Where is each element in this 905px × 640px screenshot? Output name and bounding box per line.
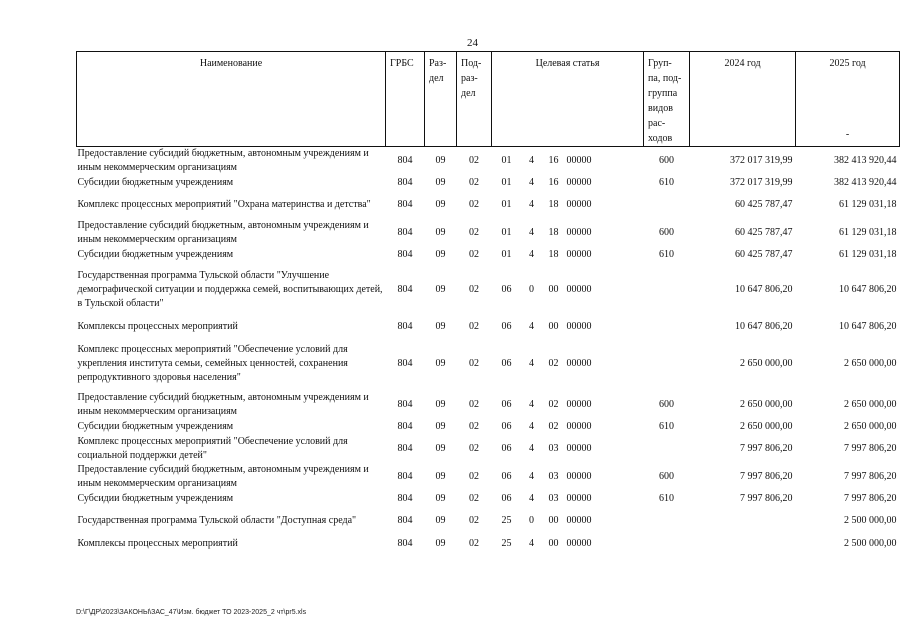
row-name: Субсидии бюджетным учреждениям xyxy=(77,177,234,188)
row-razdel: 09 xyxy=(435,199,446,210)
table-row xyxy=(77,317,900,337)
table-row xyxy=(77,337,900,391)
row-amount-2025: 7 997 806,20 xyxy=(844,443,897,454)
row-name: Комплексы процессных мероприятий xyxy=(77,538,238,549)
row-target-type: 4 xyxy=(529,155,534,166)
row-target-program: 06 xyxy=(501,493,512,504)
row-amount-2024: 372 017 319,99 xyxy=(730,177,793,188)
row-expense-group xyxy=(644,317,690,337)
row-amount-2024: 10 647 806,20 xyxy=(735,284,793,295)
row-target-program: 25 xyxy=(501,538,512,549)
row-grbs: 804 xyxy=(397,538,413,549)
row-target-program: 06 xyxy=(501,443,512,454)
row-amount-2024 xyxy=(690,507,796,535)
row-razdel: 09 xyxy=(435,515,446,526)
row-razdel: 09 xyxy=(435,471,446,482)
row-razdel: 09 xyxy=(435,227,446,238)
row-target-direction: 00000 xyxy=(566,249,592,260)
row-target-program: 06 xyxy=(501,321,512,332)
header-target: Целевая статья xyxy=(492,52,644,147)
row-expense-group: 600 xyxy=(659,227,675,238)
row-expense-group: 610 xyxy=(659,249,675,260)
file-path-footer: D:\Г\ДР\2023\ЗАКОНЫ\ЗАС_47\Изм. бюджет ТО 2023-2025_2 чт\pr5.xls xyxy=(76,609,307,616)
row-target-direction: 00000 xyxy=(566,199,592,210)
table-row xyxy=(77,435,900,463)
table-row xyxy=(77,247,900,263)
row-amount-2025: 61 129 031,18 xyxy=(839,199,897,210)
row-grbs: 804 xyxy=(397,155,413,166)
row-amount-2025: 2 650 000,00 xyxy=(844,358,897,369)
row-target-direction: 00000 xyxy=(566,471,592,482)
table-row xyxy=(77,263,900,317)
row-name: Комплекс процессных мероприятий "Обеспечение условий для социальной поддержки детей" xyxy=(77,436,348,461)
table-header-row xyxy=(77,52,900,147)
row-podrazdel: 02 xyxy=(469,227,479,238)
row-target-type: 4 xyxy=(529,177,534,188)
row-target-direction: 00000 xyxy=(566,421,592,432)
table-row xyxy=(77,191,900,219)
header-group xyxy=(644,52,690,147)
row-target-program: 01 xyxy=(501,155,512,166)
header-razdel xyxy=(425,52,457,147)
table-row xyxy=(77,147,900,176)
row-name: Субсидии бюджетным учреждениям xyxy=(77,249,234,260)
row-target-program: 06 xyxy=(501,471,512,482)
row-expense-group xyxy=(644,535,690,553)
row-podrazdel: 02 xyxy=(469,538,479,549)
row-expense-group xyxy=(644,191,690,219)
row-target-program: 06 xyxy=(501,358,512,369)
table-row xyxy=(77,219,900,247)
row-razdel: 09 xyxy=(435,421,446,432)
row-target-program: 06 xyxy=(501,284,512,295)
row-podrazdel: 02 xyxy=(469,321,479,332)
row-amount-2025: 10 647 806,20 xyxy=(839,321,897,332)
header-razdel-line: Раз- xyxy=(429,58,447,69)
row-target-subprogram: 02 xyxy=(548,358,559,369)
table-row xyxy=(77,535,900,553)
row-amount-2025: 382 413 920,44 xyxy=(834,155,897,166)
row-razdel: 09 xyxy=(435,493,446,504)
row-target-program: 01 xyxy=(501,177,512,188)
row-amount-2025: 10 647 806,20 xyxy=(839,284,897,295)
row-grbs: 804 xyxy=(397,493,413,504)
row-target-subprogram: 16 xyxy=(548,155,559,166)
header-year-2025 xyxy=(796,52,900,147)
row-target-subprogram: 03 xyxy=(548,471,559,482)
row-amount-2024: 372 017 319,99 xyxy=(730,155,793,166)
table-row xyxy=(77,419,900,435)
row-expense-group: 610 xyxy=(659,493,675,504)
row-target-subprogram: 00 xyxy=(548,284,559,295)
row-name: Государственная программа Тульской области "Улучшение демографической ситуации и поддержка семей, воспитывающих детей, в Тульской области" xyxy=(77,270,383,309)
row-target-type: 4 xyxy=(529,199,534,210)
row-amount-2025: 2 500 000,00 xyxy=(844,515,897,526)
table-row xyxy=(77,391,900,419)
row-razdel: 09 xyxy=(435,399,446,410)
row-podrazdel: 02 xyxy=(469,155,479,166)
row-target-type: 0 xyxy=(529,515,534,526)
header-group-line: видов xyxy=(648,103,673,114)
row-name: Комплексы процессных мероприятий xyxy=(77,321,238,332)
row-target-subprogram: 16 xyxy=(548,177,559,188)
header-podrazdel-line: раз- xyxy=(461,73,478,84)
row-target-direction: 00000 xyxy=(566,399,592,410)
row-target-type: 4 xyxy=(529,399,534,410)
row-target-direction: 00000 xyxy=(566,443,592,454)
row-target-direction: 00000 xyxy=(566,538,592,549)
row-podrazdel: 02 xyxy=(469,421,479,432)
row-podrazdel: 02 xyxy=(469,399,479,410)
row-amount-2024: 7 997 806,20 xyxy=(740,493,793,504)
row-target-subprogram: 02 xyxy=(548,421,559,432)
header-group-line: ходов xyxy=(648,133,673,144)
header-group-line: группа xyxy=(648,88,678,99)
row-expense-group: 600 xyxy=(659,155,675,166)
row-grbs: 804 xyxy=(397,399,413,410)
row-target-type: 4 xyxy=(529,471,534,482)
table-row xyxy=(77,175,900,191)
row-podrazdel: 02 xyxy=(469,493,479,504)
row-target-direction: 00000 xyxy=(566,227,592,238)
row-amount-2024: 2 650 000,00 xyxy=(740,421,793,432)
row-target-subprogram: 03 xyxy=(548,443,559,454)
row-amount-2024 xyxy=(690,535,796,553)
row-podrazdel: 02 xyxy=(469,177,479,188)
row-amount-2025: 61 129 031,18 xyxy=(839,249,897,260)
header-podrazdel xyxy=(457,52,492,147)
row-amount-2025: 7 997 806,20 xyxy=(844,471,897,482)
row-target-type: 4 xyxy=(529,249,534,260)
row-target-direction: 00000 xyxy=(566,284,592,295)
row-amount-2024: 2 650 000,00 xyxy=(740,358,793,369)
row-grbs: 804 xyxy=(397,515,413,526)
row-name: Государственная программа Тульской области "Доступная среда" xyxy=(77,515,357,526)
row-amount-2025: 7 997 806,20 xyxy=(844,493,897,504)
row-amount-2025: 2 650 000,00 xyxy=(844,399,897,410)
row-target-direction: 00000 xyxy=(566,155,592,166)
row-target-subprogram: 00 xyxy=(548,538,559,549)
row-target-program: 06 xyxy=(501,421,512,432)
row-target-type: 4 xyxy=(529,538,534,549)
row-grbs: 804 xyxy=(397,227,413,238)
row-target-direction: 00000 xyxy=(566,493,592,504)
row-name: Предоставление субсидий бюджетным, автономным учреждениям и иным некоммерческим организациям xyxy=(77,392,369,417)
row-razdel: 09 xyxy=(435,358,446,369)
header-dash: - xyxy=(845,129,850,140)
row-razdel: 09 xyxy=(435,443,446,454)
row-podrazdel: 02 xyxy=(469,443,479,454)
row-amount-2024: 60 425 787,47 xyxy=(735,249,793,260)
row-expense-group xyxy=(644,263,690,317)
row-target-type: 4 xyxy=(529,227,534,238)
row-target-type: 4 xyxy=(529,443,534,454)
row-podrazdel: 02 xyxy=(469,199,479,210)
row-target-subprogram: 02 xyxy=(548,399,559,410)
row-name: Субсидии бюджетным учреждениям xyxy=(77,421,234,432)
table-row xyxy=(77,491,900,507)
row-target-program: 01 xyxy=(501,249,512,260)
row-target-program: 01 xyxy=(501,227,512,238)
row-razdel: 09 xyxy=(435,321,446,332)
row-razdel: 09 xyxy=(435,538,446,549)
row-amount-2024: 7 997 806,20 xyxy=(740,443,793,454)
row-razdel: 09 xyxy=(435,177,446,188)
row-podrazdel: 02 xyxy=(469,515,479,526)
header-group-line: рас- xyxy=(648,118,666,129)
row-name: Предоставление субсидий бюджетным, автономным учреждениям и иным некоммерческим организациям xyxy=(77,220,369,245)
row-target-type: 4 xyxy=(529,421,534,432)
row-amount-2024: 2 650 000,00 xyxy=(740,399,793,410)
row-grbs: 804 xyxy=(397,199,413,210)
row-target-subprogram: 18 xyxy=(548,199,559,210)
row-target-subprogram: 00 xyxy=(548,515,559,526)
row-target-program: 01 xyxy=(501,199,512,210)
row-razdel: 09 xyxy=(435,284,446,295)
header-podrazdel-line: дел xyxy=(461,88,476,99)
row-target-direction: 00000 xyxy=(566,177,592,188)
row-target-program: 25 xyxy=(501,515,512,526)
row-target-direction: 00000 xyxy=(566,515,592,526)
row-expense-group xyxy=(644,507,690,535)
row-target-subprogram: 00 xyxy=(548,321,559,332)
header-name: Наименование xyxy=(77,52,386,147)
table-body xyxy=(77,147,900,554)
row-amount-2024: 7 997 806,20 xyxy=(740,471,793,482)
row-target-type: 4 xyxy=(529,358,534,369)
row-amount-2025: 382 413 920,44 xyxy=(834,177,897,188)
header-year-2025-label: 2025 год xyxy=(829,58,866,69)
row-target-type: 4 xyxy=(529,493,534,504)
row-podrazdel: 02 xyxy=(469,284,479,295)
row-amount-2024: 60 425 787,47 xyxy=(735,227,793,238)
header-grbs: ГРБС xyxy=(386,52,425,147)
row-target-type: 4 xyxy=(529,321,534,332)
row-podrazdel: 02 xyxy=(469,471,479,482)
page-number: 24 xyxy=(467,37,478,49)
row-razdel: 09 xyxy=(435,249,446,260)
row-amount-2025: 61 129 031,18 xyxy=(839,227,897,238)
header-podrazdel-line: Под- xyxy=(461,58,482,69)
row-target-subprogram: 18 xyxy=(548,227,559,238)
row-podrazdel: 02 xyxy=(469,358,479,369)
header-razdel-line: дел xyxy=(429,73,444,84)
row-name: Предоставление субсидий бюджетным, автономным учреждениям и иным некоммерческим организациям xyxy=(77,464,369,489)
budget-table xyxy=(76,51,900,553)
row-target-direction: 00000 xyxy=(566,358,592,369)
header-group-line: Груп- xyxy=(648,58,672,69)
row-expense-group: 610 xyxy=(659,177,675,188)
row-grbs: 804 xyxy=(397,358,413,369)
row-grbs: 804 xyxy=(397,284,413,295)
row-target-type: 0 xyxy=(529,284,534,295)
row-amount-2024: 60 425 787,47 xyxy=(735,199,793,210)
table-row xyxy=(77,463,900,491)
row-name: Субсидии бюджетным учреждениям xyxy=(77,493,234,504)
row-expense-group: 600 xyxy=(659,399,675,410)
table-row xyxy=(77,507,900,535)
row-grbs: 804 xyxy=(397,321,413,332)
row-name: Комплекс процессных мероприятий "Обеспечение условий для укрепления института семьи, семейных ценностей, сохранения репродуктивного здоровья населения" xyxy=(77,344,348,383)
row-grbs: 804 xyxy=(397,249,413,260)
row-amount-2025: 2 650 000,00 xyxy=(844,421,897,432)
row-expense-group xyxy=(644,337,690,391)
row-expense-group xyxy=(644,435,690,463)
row-target-program: 06 xyxy=(501,399,512,410)
row-grbs: 804 xyxy=(397,443,413,454)
row-expense-group: 610 xyxy=(659,421,675,432)
row-podrazdel: 02 xyxy=(469,249,479,260)
row-razdel: 09 xyxy=(435,155,446,166)
row-amount-2024: 10 647 806,20 xyxy=(735,321,793,332)
row-name: Комплекс процессных мероприятий "Охрана материнства и детства" xyxy=(77,199,371,210)
header-group-line: па, под- xyxy=(648,73,682,84)
row-grbs: 804 xyxy=(397,471,413,482)
row-grbs: 804 xyxy=(397,421,413,432)
row-expense-group: 600 xyxy=(659,471,675,482)
row-amount-2025: 2 500 000,00 xyxy=(844,538,897,549)
row-target-subprogram: 03 xyxy=(548,493,559,504)
header-year-2024: 2024 год xyxy=(690,52,796,147)
row-target-subprogram: 18 xyxy=(548,249,559,260)
row-name: Предоставление субсидий бюджетным, автономным учреждениям и иным некоммерческим организациям xyxy=(77,148,369,173)
row-target-direction: 00000 xyxy=(566,321,592,332)
row-grbs: 804 xyxy=(397,177,413,188)
